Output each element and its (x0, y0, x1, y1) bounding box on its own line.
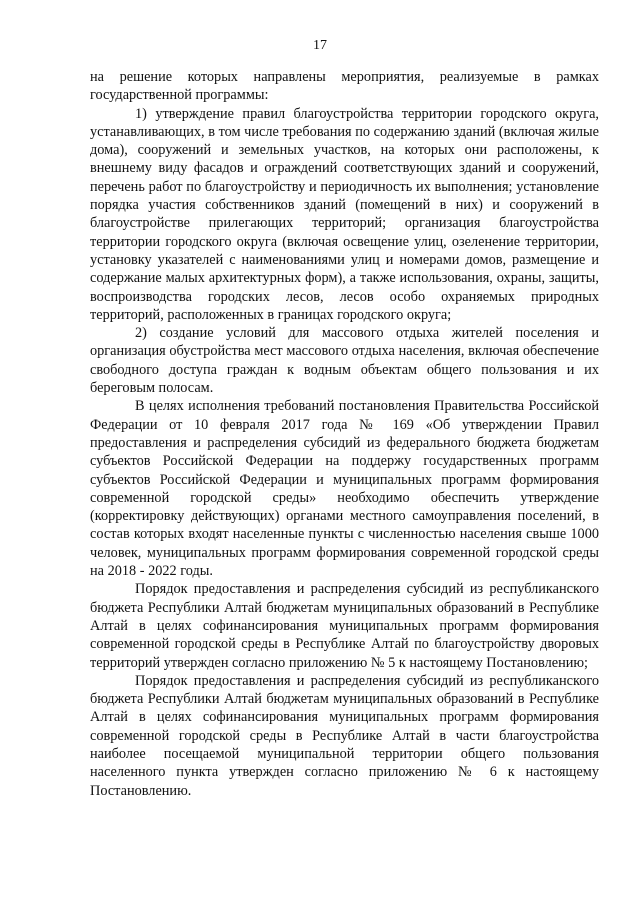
paragraph-subsidy-order-appendix-5: Порядок предоставления и распределения субсидий из республиканского бюджета Республики Алтай бюджетам муниципальных образований в Республике Алтай в целях софинансирования муниципальных программ формирования современной городской среды в Республике Алтай по благоустройству дворовых территорий утвержден согласно приложению № 5 к настоящему Постановлению; (90, 581, 599, 671)
paragraph-government-decree: В целях исполнения требований постановления Правительства Российской Федерации от 10 февраля 2017 года № 169 «Об утверждении Правил предоставления и распределения субсидий из федерального бюджета бюджетам субъектов Российской Федерации на поддержу государственных программ субъектов Российской Федерации и муниципальных программ формирования современной городской среды» необходимо обеспечить утверждение (корректировку действующих) органами местного самоуправления поселений, в состав которых входят населенные пункты с численностью населения свыше 1000 человек, муниципальных программ формирования современной городской среды на 2018 - 2022 годы. (90, 398, 599, 580)
paragraph-item-2: 2) создание условий для массового отдыха жителей поселения и организация обустройства мест массового отдыха населения, включая обеспечение свободного доступа граждан к водным объектам общего пользования и их береговым полосам. (90, 325, 599, 397)
document-body (90, 68, 599, 800)
paragraph-item-1: 1) утверждение правил благоустройства территории городского округа, устанавливающих, в том числе требования по содержанию зданий (включая жилые дома), сооружений и земельных участков, на которых они расположены, к внешнему виду фасадов и ограждений соответствующих зданий и сооружений, перечень работ по благоустройству и периодичность их выполнения; установление порядка участия собственников зданий (помещений в них) и сооружений в благоустройстве прилегающих территорий; организация благоустройства территории городского округа (включая освещение улиц, озеленение территории, установку указателей с наименованиями улиц и номерами домов, размещение и содержание малых архитектурных форм), а также использования, охраны, защиты, воспроизводства городских лесов, лесов особо охраняемых природных территорий, расположенных в границах городского округа; (90, 105, 599, 323)
page-number: 17 (313, 38, 327, 53)
paragraph-subsidy-order-appendix-6: Порядок предоставления и распределения субсидий из республиканского бюджета Республики Алтай бюджетам муниципальных образований в Республике Алтай в целях софинансирования муниципальных программ формирования современной городской среды в Республике Алтай в части благоустройства наиболее посещаемой муниципальной территории общего пользования населенного пункта утвержден согласно приложению № 6 к настоящему Постановлению. (90, 672, 599, 799)
paragraph-intro: на решение которых направлены мероприятия, реализуемые в рамках государственной программы: (90, 69, 599, 104)
